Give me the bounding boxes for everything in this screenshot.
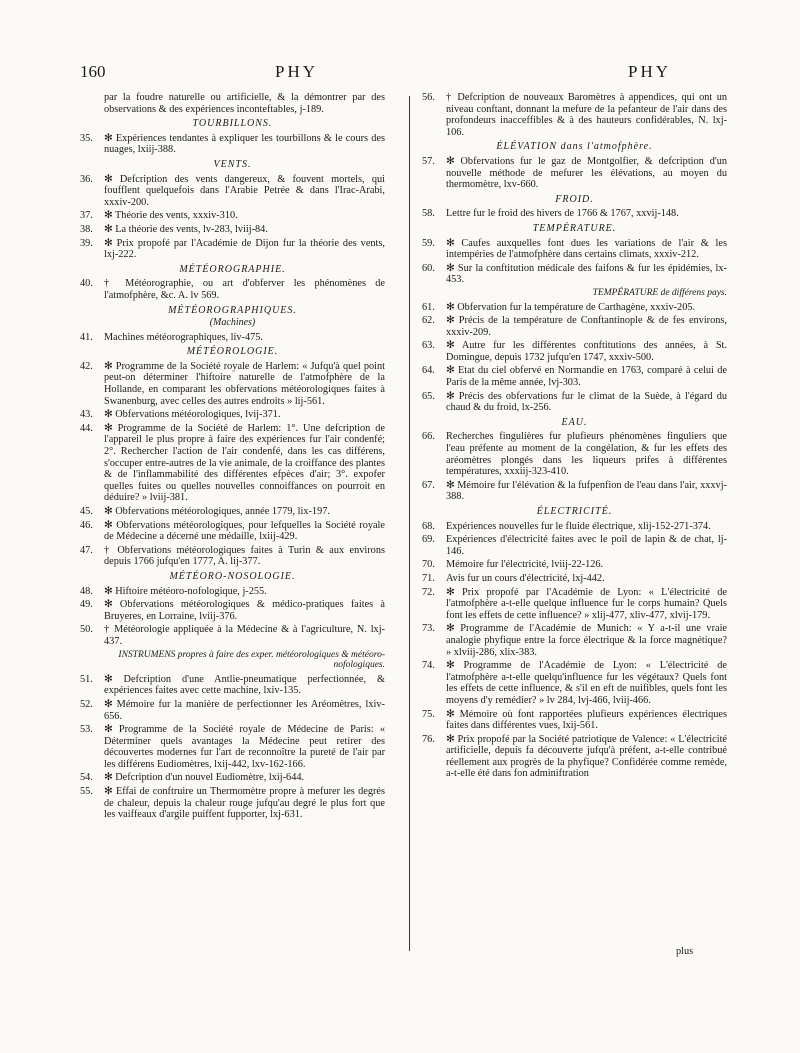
entry-text: ✻ Caufes auxquelles font dues les variations de l'air & les intempéries de l'atmofphère dans certains climats, xxxiv-212. (446, 237, 727, 261)
entry-number: 36. (80, 173, 93, 185)
index-entry (80, 506, 385, 518)
index-entry (80, 520, 385, 543)
section-heading: TEMPÉRATURE. (532, 222, 617, 234)
index-entry (80, 724, 385, 770)
entry-number: 37. (80, 210, 93, 222)
index-entry (80, 133, 385, 156)
entry-text: ✻ Obfervations fur le gaz de Montgolfier, & defcription d'un nouvelle méthode de mefurer les élévations, au moyen du thermomètre, lxv-660. (446, 155, 727, 191)
entry-text: ✻ Programme de l'Académie de Lyon: « L'électricité de l'atmofphère a-t-elle quelqu'influence fur les végétaux? Quels font les effets de cette influence, & s'il en eft de nuifibles, quels font les moyens d'y remédier? » lv 284, lvj-466, lviij-466. (446, 660, 727, 706)
index-entry (422, 709, 727, 732)
entry-number: 61. (422, 301, 435, 313)
entry-number: 40. (80, 278, 93, 290)
entry-text: ✻ Obfervations météorologiques, année 1779, lix-197. (104, 506, 330, 517)
entry-number: 59. (422, 237, 435, 249)
index-entry (80, 174, 385, 209)
index-entry (80, 624, 385, 647)
entry-number: 75. (422, 708, 435, 720)
entry-text: ✻ Prix propofé par la Société patriotique de Valence: « L'électricité artificielle, depuis fa découverte jufqu'à préfent, a-t-elle contribué réellement aux progrès de la phyfique? Confidérée comme remède, a-t-elle été dans fon adminiftration (446, 733, 727, 780)
entry-number: 58. (422, 208, 435, 220)
entry-number: 76. (422, 733, 435, 745)
entry-text: ✻ Mémoire fur l'élévation & la fufpenfion de l'eau dans l'air, xxxvj-388. (446, 479, 727, 503)
entry-text: ✻ Obfervations météorologiques, lvij-371. (104, 409, 281, 421)
index-entry (80, 278, 385, 301)
entry-text: † Obfervations météorologiques faites à Turin & aux environs depuis 1766 jufqu'en 1777, A. lij-377. (104, 544, 385, 568)
entry-text: ✻ Précis de la température de Conftantinople & de fes environs, xxxiv-209. (446, 315, 727, 338)
entry-number: 45. (80, 506, 93, 517)
index-entry (80, 674, 385, 697)
entry-text: Expériences nouvelles fur le fluide électrique, xlij-152-271-374. (446, 520, 711, 532)
index-entry (422, 208, 727, 220)
running-title-right: PHY (628, 62, 672, 81)
index-entry (422, 365, 727, 388)
entry-number: 57. (422, 155, 435, 167)
index-entry (422, 534, 727, 557)
index-entry (422, 92, 727, 138)
entry-text: par la foudre naturelle ou artificielle, & la démontrer par des observations & des expériences inconteftables, j-189. (104, 92, 385, 115)
entry-text: † Météorologie appliquée à la Médecine & à l'agriculture, N. lxj-437. (104, 624, 385, 647)
index-entry (422, 660, 727, 706)
section-heading: FROID. (555, 193, 594, 205)
entry-number: 38. (80, 223, 93, 235)
index-entry (80, 361, 385, 407)
entry-number: 44. (80, 422, 93, 434)
entry-number: 49. (80, 599, 93, 611)
index-entry (422, 734, 727, 780)
section-heading: INSTRUMENS propres à faire des exper. météorologiques & météoro-nofologiques. (118, 649, 385, 671)
entry-text: ✻ Defcription d'une Antlie-pneumatique perfectionnée, & expériences faites avec cette machine, lxiv-135. (104, 673, 385, 697)
entry-number: 51. (80, 673, 93, 685)
entry-text: ✻ Théorie des vents, xxxiv-310. (104, 210, 238, 222)
entry-text: Machines météorographiques, liv-475. (104, 331, 263, 343)
entry-number: 50. (80, 624, 93, 636)
entry-number: 42. (80, 360, 93, 372)
entry-number: 41. (80, 331, 93, 343)
entry-text: ✻ Effai de conftruire un Thermomètre propre à mefurer les degrés de chaleur, depuis la chaleur rouge jufqu'au degré le plus fort que les vaiffeaux d'argile puiffent fupporter, lxj-631. (104, 786, 385, 821)
index-entry (80, 92, 385, 115)
entry-number: 70. (422, 559, 435, 571)
section-heading: MÉTÉORO-NOSOLOGIE. (169, 570, 296, 582)
section-heading: MÉTÉOROLOGIE. (186, 346, 279, 358)
entry-text: ✻ Obfervations météorologiques & médico-pratiques faites à Bruyeres, en Lorraine, lviij-376. (104, 599, 385, 622)
entry-number: 68. (422, 520, 435, 532)
section-heading: VENTS. (213, 158, 252, 170)
entry-number: 67. (422, 479, 435, 491)
entry-text: Avis fur un cours d'électricité, lxj-442. (446, 572, 605, 584)
entry-text: ✻ Sur la conftitution médicale des faifons & fur les épidémies, lx-453. (446, 262, 727, 286)
right-column (422, 92, 727, 782)
entry-text: ✻ Hiftoire météoro-nofologique, j-255. (104, 585, 267, 597)
entry-number: 60. (422, 262, 435, 274)
index-entry (80, 332, 385, 344)
running-title-left: PHY (275, 62, 319, 81)
entry-text: Expériences d'électricité faites avec le poil de lapin & de chat, lj-146. (446, 534, 727, 557)
index-entry (422, 431, 727, 477)
index-entry (422, 623, 727, 658)
index-entry (422, 573, 727, 585)
section-heading: MÉTÉOROGRAPHIE. (179, 263, 286, 275)
index-entry (422, 480, 727, 503)
section-heading: MÉTÉOROGRAPHIQUES. (168, 304, 297, 316)
section-heading: ÉLÉVATION dans l'atmofphère. (496, 141, 653, 153)
entry-text: ✻ Programme de la Société royale de Médecine de Paris: « Déterminer quels avantages la Médecine peut retirer des découvertes modernes fur l'art de reconnoître la pureté de l'air par les différens Eudiomètres, lxij-442, lxv-162-166. (104, 724, 385, 770)
entry-number: 69. (422, 534, 435, 546)
column-divider (409, 96, 410, 951)
page-number: 160 (80, 62, 106, 81)
section-heading: TOURBILLONS. (192, 118, 273, 130)
index-entry (422, 263, 727, 286)
entry-text: Recherches fingulières fur plufieurs phénomènes finguliers que l'eau préfente au moment de la congélation, & fur les effets des aréomètres plongés dans les liqueurs prifes à différentes températures, xxxiij-323-410. (446, 431, 727, 478)
entry-text: ✻ Obfervations météorologiques, pour lefquelles la Société royale de Médecine a décerné une médaille, lxiij-429. (104, 519, 385, 543)
index-entry (80, 210, 385, 222)
entry-number: 46. (80, 519, 93, 531)
index-entry (422, 156, 727, 191)
entry-text: ✻ Expériences tendantes à expliquer les tourbillons & le cours des nuages, lxiij-388. (104, 132, 385, 156)
entry-text: ✻ Prix propofé par l'Académie de Lyon: « L'électricité de l'atmofphère a-t-elle quelque influence fur le corps humain? Quels font les effets de cette influence? » xlij-477, xliv-477, xlvij-179. (446, 586, 727, 621)
entry-text: † Météorographie, ou art d'obferver les phénomènes de l'atmofphère, &c. A. lv 569. (104, 278, 385, 301)
catchword: plus (676, 946, 694, 957)
index-entry (80, 699, 385, 722)
index-entry (80, 586, 385, 598)
index-entry (422, 587, 727, 622)
index-entry (422, 315, 727, 338)
section-heading: (Machines) (209, 317, 256, 329)
entry-text: ✻ Etat du ciel obfervé en Normandie en 1763, comparé à celui de Paris de la même année, lvj-303. (446, 365, 727, 389)
entry-number: 43. (80, 409, 93, 421)
entry-number: 73. (422, 623, 435, 635)
index-entry (80, 772, 385, 784)
entry-text: † Defcription de nouveaux Baromètres à appendices, qui ont un niveau conftant, donnant la mefure de la pefanteur de l'air dans des profondeurs inacceffibles & à des hauteurs confidérables, N. lxj-106. (446, 92, 727, 138)
entry-text: ✻ Programme de la Société de Harlem: 1°. Une defcription de l'appareil le plus propre à faire des expériences fur l'air condenfé; 2°. Rechercher l'action de l'air condenfé, dans les cas différens, s'occuper entre-autres de la vie animale, de la croiffance des plantes & de l'inflammabilité des différentes efpèces d'air; 3°. expofer quelles fuites ou quelles nouvelles connoiffances on pourroit en déduire? » lviij-381. (104, 422, 385, 504)
section-heading: TEMPÉRATURE de différens pays. (592, 287, 727, 298)
entry-text: ✻ Defcription des vents dangereux, & fouvent mortels, qui foufflent quelquefois dans l'Arabie Petrée & dans l'Irac-Arabi, xxxiv-200. (104, 173, 385, 208)
entry-text: Mémoire fur l'électricité, lviij-22-126. (446, 559, 604, 571)
left-column (80, 92, 385, 823)
entry-number: 55. (80, 786, 93, 798)
entry-number: 64. (422, 365, 435, 377)
running-header (80, 62, 734, 84)
entry-text: ✻ Mémoire où font rapportées plufieurs expériences électriques faites dans différentes vues, lxij-561. (446, 708, 727, 732)
entry-number: 65. (422, 390, 435, 402)
index-entry (80, 599, 385, 622)
entry-number: 39. (80, 237, 93, 249)
entry-text: ✻ Defcription d'un nouvel Eudiomètre, lxij-644. (104, 772, 305, 784)
entry-number: 66. (422, 431, 435, 443)
entry-number: 47. (80, 544, 93, 556)
entry-number: 35. (80, 132, 93, 144)
index-entry (80, 224, 385, 236)
index-entry (422, 238, 727, 261)
entry-number: 63. (422, 340, 435, 352)
entry-number: 54. (80, 772, 93, 784)
entry-text: ✻ Mémoire fur la manière de perfectionner les Aréomètres, lxiv-656. (104, 698, 385, 722)
index-entry (80, 786, 385, 821)
entry-text: ✻ Programme de l'Académie de Munich: « Y a-t-il une vraie analogie phyfique entre la force électrique & la force magnétique? » xlviij-286, xlix-383. (446, 623, 727, 658)
entry-number: 48. (80, 585, 93, 597)
index-entry (422, 391, 727, 414)
entry-number: 62. (422, 315, 435, 327)
entry-number: 53. (80, 724, 93, 736)
index-entry (422, 340, 727, 363)
entry-number: 52. (80, 698, 93, 710)
index-entry (422, 302, 727, 314)
entry-text: ✻ Autre fur les différentes conftitutions des années, à St. Domingue, depuis 1732 jufqu'en 1747, xxxiv-500. (446, 340, 727, 363)
entry-number: 74. (422, 660, 435, 672)
entry-number: 56. (422, 92, 435, 103)
entry-text: ✻ Obfervation fur la température de Carthagène, xxxiv-205. (446, 301, 696, 313)
entry-text: Lettre fur le froid des hivers de 1766 & 1767, xxvij-148. (446, 208, 679, 220)
entry-text: ✻ Programme de la Société royale de Harlem: « Jufqu'à quel point peut-on déterminer l'hiftoire naturelle de l'atmofphère de la Hollande, en comparant les obfervations météorologiques faites à Swanenburg, avec celles des autres endroits » lij-561. (104, 360, 385, 407)
index-entry (80, 238, 385, 261)
entry-text: ✻ Prix propofé par l'Académie de Dijon fur la théorie des vents, lxj-222. (104, 237, 385, 261)
entry-number: 71. (422, 572, 435, 584)
section-heading: EAU. (561, 416, 588, 428)
index-entry (422, 521, 727, 533)
section-heading: ÉLECTRICITÉ. (536, 506, 613, 517)
index-entry (80, 409, 385, 421)
entry-number: 72. (422, 586, 435, 598)
index-entry (80, 423, 385, 504)
index-entry (422, 559, 727, 571)
index-entry (80, 545, 385, 568)
entry-text: ✻ Précis des obfervations fur le climat de la Suède, à l'égard du chaud & du froid, lx-256. (446, 390, 727, 414)
entry-text: ✻ La théorie des vents, lv-283, lviij-84. (104, 223, 268, 235)
